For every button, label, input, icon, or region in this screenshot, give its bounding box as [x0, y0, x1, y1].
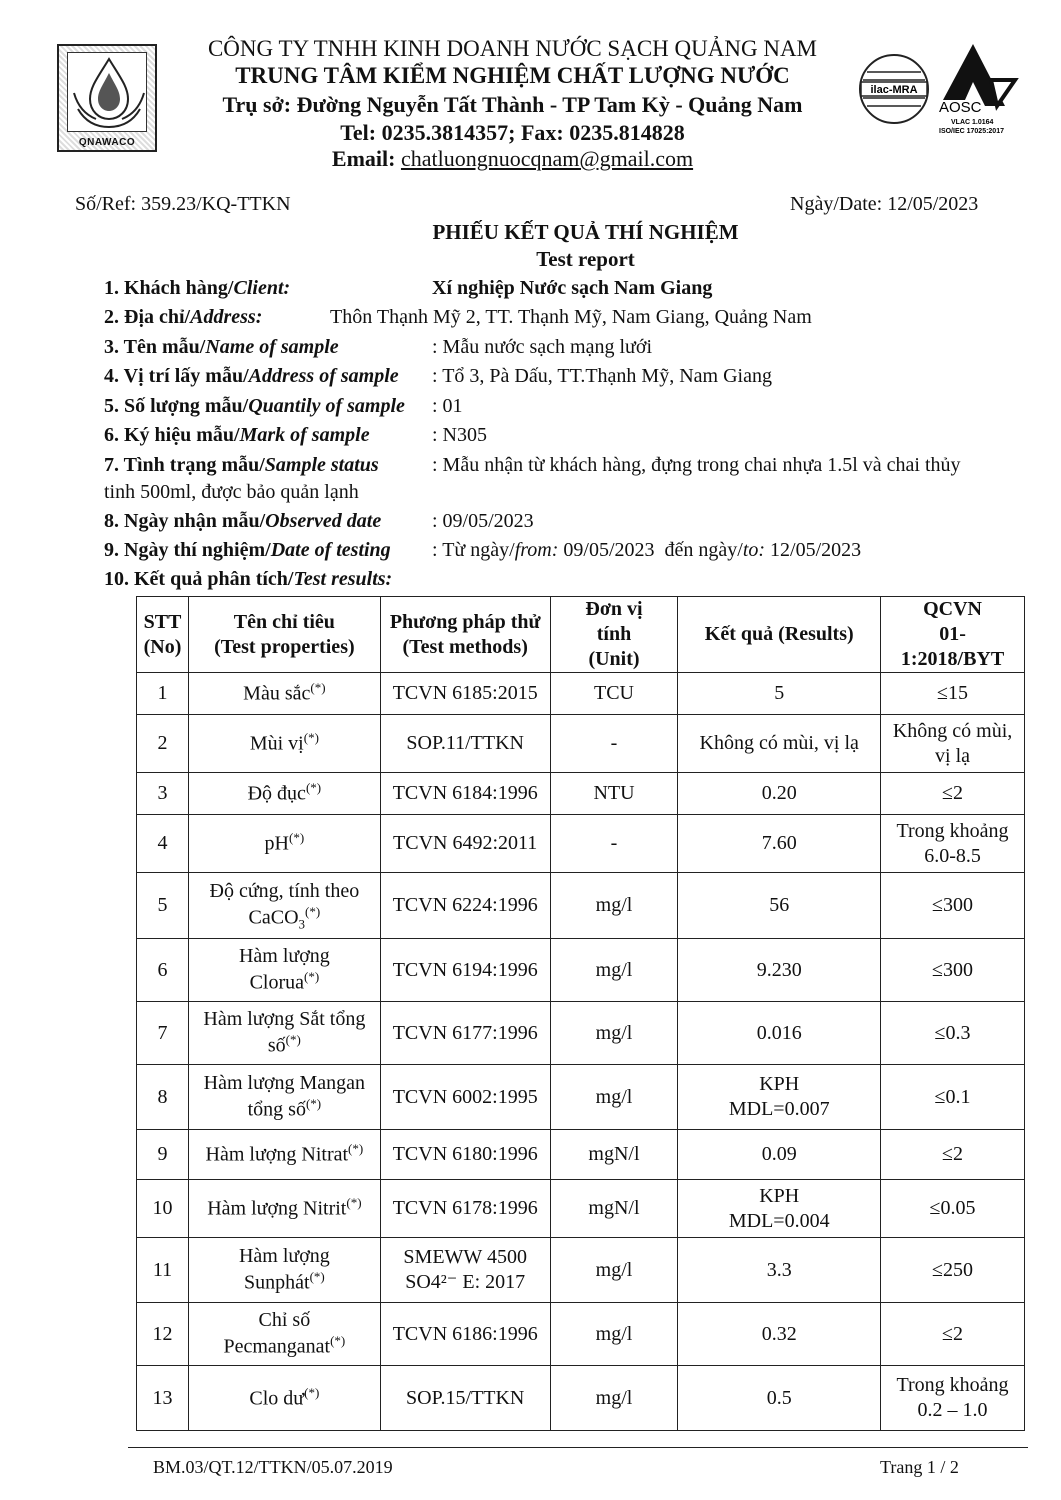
- result-value: 7.60: [761, 832, 797, 854]
- cell-standard: [881, 1180, 1025, 1238]
- report-date: Ngày/Date: 12/05/2023: [790, 193, 979, 215]
- method-name-cont: SO4²⁻ E: 2017: [405, 1271, 526, 1293]
- result-value: 0.5: [766, 1386, 792, 1409]
- cell-standard: [881, 939, 1025, 1002]
- cell-unit: [550, 1065, 678, 1130]
- property-name-cont: số: [267, 1034, 286, 1057]
- standard-value: ≤300: [932, 958, 974, 981]
- cell-standard: [881, 715, 1025, 773]
- table-row: [137, 873, 1025, 939]
- accredited-mark: (*): [304, 1384, 320, 1400]
- ilac-globe-icon: [855, 50, 933, 128]
- accredited-mark: (*): [305, 903, 321, 919]
- client-value: Xí nghiệp Nước sạch Nam Giang: [432, 277, 713, 299]
- cell-property: [188, 1366, 380, 1431]
- testing-date-label: 9. Ngày thí nghiệm/Date of testing: [104, 539, 391, 561]
- cell-no: [137, 1303, 189, 1366]
- property-name: Mùi vị: [249, 732, 304, 755]
- result-value: 0.32: [761, 1322, 797, 1345]
- sample-quantity-label: 5. Số lượng mẫu/Quantily of sample: [104, 395, 405, 417]
- property-name-cont: tổng số: [247, 1098, 306, 1121]
- sample-location-label: 4. Vị trí lấy mẫu/Address of sample: [104, 365, 399, 387]
- unit-value: mg/l: [595, 1322, 633, 1345]
- method-name: SOP.11/TTKN: [406, 732, 524, 754]
- aosc-vlac-text: VLAC 1.0164: [951, 119, 994, 126]
- result-value: 0.016: [756, 1021, 802, 1044]
- cell-property: [188, 1303, 380, 1366]
- sample-name-label: 3. Tên mẫu/Name of sample: [104, 336, 339, 358]
- accredited-mark: (*): [305, 1096, 322, 1112]
- cell-unit: [550, 1180, 678, 1238]
- footer-divider: [128, 1447, 1028, 1448]
- accredited-mark: (*): [348, 1141, 364, 1157]
- unit-value: mgN/l: [588, 1197, 640, 1219]
- contact-email-line: [160, 146, 865, 172]
- cell-unit: [550, 1303, 678, 1366]
- row-number: 11: [152, 1258, 173, 1281]
- header-no: STT (No): [137, 597, 189, 673]
- property-name-cont: CaCO: [248, 906, 299, 929]
- cell-result: [678, 773, 881, 815]
- property-name: pH: [264, 832, 289, 855]
- cell-property: [188, 1238, 380, 1303]
- standard-value: ≤300: [932, 894, 974, 916]
- page-number: Trang 1 / 2: [880, 1457, 959, 1477]
- cell-no: [137, 715, 189, 773]
- row-number: 12: [152, 1322, 173, 1345]
- accredited-mark: (*): [303, 730, 319, 746]
- received-date-value: : 09/05/2023: [432, 510, 534, 532]
- aosc-iso-text: ISO/IEC 17025:2017: [939, 128, 1004, 135]
- cell-method: [380, 773, 550, 815]
- form-code: BM.03/QT.12/TTKN/05.07.2019: [153, 1457, 393, 1477]
- sample-status-value: : Mẫu nhận từ khách hàng, đựng trong chai nhựa 1.5l và chai thủy: [432, 454, 961, 476]
- standard-value: ≤0.1: [934, 1085, 971, 1108]
- cell-method: [380, 715, 550, 773]
- row-number: 13: [152, 1386, 173, 1409]
- logo-left-text: QNAWACO: [78, 137, 136, 148]
- row-number: 9: [157, 1143, 168, 1165]
- accredited-mark: (*): [346, 1195, 362, 1211]
- cell-method: [380, 815, 550, 873]
- property-name: Chỉ số: [258, 1309, 311, 1332]
- sample-mark-value: : N305: [432, 424, 487, 446]
- office-address: Trụ sở: Đường Nguyễn Tất Thành - TP Tam Kỳ - Quảng Nam: [222, 92, 803, 117]
- result-value: KPH: [759, 1184, 800, 1207]
- ilac-text: ilac-MRA: [870, 84, 918, 96]
- cell-result: [678, 873, 881, 939]
- cell-result: [678, 715, 881, 773]
- cell-standard: [881, 773, 1025, 815]
- cell-standard: [881, 1130, 1025, 1180]
- cell-unit: [550, 939, 678, 1002]
- header-method: Phương pháp thử (Test methods): [380, 597, 550, 673]
- email-link[interactable]: chatluongnuocqnam@gmail.com: [400, 146, 694, 171]
- table-row: [137, 673, 1025, 715]
- cell-standard: [881, 673, 1025, 715]
- water-drop-logo-icon: [68, 53, 150, 133]
- cell-method: [380, 1238, 550, 1303]
- client-label: 1. Khách hàng/Client:: [104, 277, 291, 299]
- method-name: TCVN 6224:1996: [392, 894, 538, 916]
- method-name: TCVN 6178:1996: [392, 1197, 538, 1219]
- reference-number: Số/Ref: 359.23/KQ-TTKN: [75, 193, 291, 215]
- cell-unit: [550, 1002, 678, 1065]
- testing-date-value: : Từ ngày/from: 09/05/2023 đến ngày/to: 12/05/2023: [432, 539, 862, 561]
- page-subtitle: Test report: [536, 247, 635, 271]
- result-value-cont: MDL=0.007: [728, 1098, 830, 1120]
- result-value: Không có mùi, vị lạ: [699, 732, 859, 754]
- unit-value: mgN/l: [588, 1143, 640, 1165]
- cell-no: [137, 773, 189, 815]
- sample-status-value-cont: tinh 500ml, được bảo quản lạnh: [104, 481, 359, 503]
- property-name: Độ cứng, tính theo: [209, 879, 360, 902]
- result-value-cont: MDL=0.004: [728, 1209, 830, 1232]
- unit-value: mg/l: [595, 1386, 633, 1409]
- property-name: Hàm lượng Nitrat: [205, 1143, 349, 1166]
- cell-result: [678, 673, 881, 715]
- cell-no: [137, 1065, 189, 1130]
- cell-result: [678, 1065, 881, 1130]
- cell-property: [188, 1002, 380, 1065]
- aosc-triangle-icon: [935, 40, 1025, 135]
- table-row: [137, 1130, 1025, 1180]
- row-number: 2: [157, 732, 168, 754]
- cell-no: [137, 1366, 189, 1431]
- unit-value: mg/l: [595, 1021, 633, 1044]
- property-name: Độ đục: [247, 782, 306, 805]
- table-row: [137, 939, 1025, 1002]
- result-value: 3.3: [766, 1258, 792, 1281]
- cell-method: [380, 1002, 550, 1065]
- cell-method: [380, 1180, 550, 1238]
- header-property: Tên chỉ tiêu (Test properties): [188, 597, 380, 673]
- row-number: 10: [152, 1197, 173, 1219]
- aosc-text: AOSC: [939, 99, 982, 116]
- cell-method: [380, 673, 550, 715]
- sample-name-value: : Mẫu nước sạch mạng lưới: [432, 336, 653, 358]
- cell-property: [188, 939, 380, 1002]
- standard-value: ≤15: [937, 682, 969, 704]
- cell-property: [188, 673, 380, 715]
- contact-phone: Tel: 0235.3814357; Fax: 0235.814828: [340, 120, 685, 145]
- standard-value: ≤2: [942, 782, 964, 804]
- cell-result: [678, 1366, 881, 1431]
- cell-result: [678, 1180, 881, 1238]
- standard-value: Không có mùi,: [892, 719, 1013, 742]
- unit-value: NTU: [593, 782, 635, 804]
- property-name-cont: Pecmanganat: [223, 1335, 331, 1358]
- row-number: 3: [157, 782, 168, 804]
- cell-unit: [550, 873, 678, 939]
- cell-result: [678, 1303, 881, 1366]
- standard-value: ≤2: [942, 1143, 964, 1165]
- table-row: [137, 1065, 1025, 1130]
- ilac-mra-logo: [855, 50, 933, 128]
- cell-unit: [550, 1238, 678, 1303]
- standard-value: Trong khoảng: [896, 819, 1009, 842]
- property-name: Clo dư: [249, 1387, 305, 1410]
- property-name-cont: Sunphát: [244, 1271, 310, 1294]
- standard-value-cont: 6.0-8.5: [924, 844, 981, 867]
- header-result: Kết quả (Results): [678, 597, 881, 673]
- results-table: [136, 596, 1025, 1431]
- cell-unit: [550, 673, 678, 715]
- cell-result: [678, 815, 881, 873]
- cell-result: [678, 1002, 881, 1065]
- header-unit: Đơn vị tính (Unit): [550, 597, 678, 673]
- unit-value: -: [610, 732, 618, 754]
- accredited-mark: (*): [309, 1269, 325, 1285]
- company-logo: [57, 44, 157, 152]
- cell-property: [188, 1180, 380, 1238]
- unit-value: TCU: [593, 682, 634, 704]
- sample-quantity-value: : 01: [432, 395, 463, 417]
- cell-unit: [550, 1366, 678, 1431]
- company-name: CÔNG TY TNHH KINH DOANH NƯỚC SẠCH QUẢNG NAM: [207, 36, 818, 61]
- cell-unit: [550, 773, 678, 815]
- accredited-mark: (*): [289, 830, 305, 846]
- header-standard: QCVN 01- 1:2018/BYT: [881, 597, 1025, 673]
- table-row: [137, 1180, 1025, 1238]
- standard-value: ≤0.05: [929, 1197, 976, 1219]
- accredited-mark: (*): [310, 680, 326, 696]
- center-name: TRUNG TÂM KIỂM NGHIỆM CHẤT LƯỢNG NƯỚC: [235, 63, 790, 88]
- cell-no: [137, 939, 189, 1002]
- cell-no: [137, 873, 189, 939]
- cell-no: [137, 673, 189, 715]
- row-number: 1: [157, 682, 168, 704]
- row-number: 7: [157, 1021, 168, 1044]
- table-row: [137, 773, 1025, 815]
- cell-standard: [881, 815, 1025, 873]
- test-results-label: 10. Kết quả phân tích/Test results:: [104, 568, 393, 590]
- accredited-mark: (*): [285, 1032, 301, 1048]
- property-name: Hàm lượng: [238, 945, 330, 968]
- sample-mark-label: 6. Ký hiệu mẫu/Mark of sample: [104, 424, 370, 446]
- cell-unit: [550, 715, 678, 773]
- cell-no: [137, 815, 189, 873]
- cell-unit: [550, 815, 678, 873]
- property-name: Hàm lượng Mangan: [203, 1072, 366, 1095]
- standard-value: ≤2: [942, 1322, 964, 1345]
- property-name-cont: Clorua: [249, 971, 304, 994]
- result-value: 0.09: [761, 1143, 797, 1165]
- cell-no: [137, 1002, 189, 1065]
- property-name: Hàm lượng: [238, 1245, 330, 1268]
- cell-standard: [881, 1238, 1025, 1303]
- method-name: TCVN 6194:1996: [392, 958, 538, 981]
- method-name: TCVN 6185:2015: [392, 682, 538, 704]
- method-name: SOP.15/TTKN: [406, 1386, 525, 1409]
- received-date-label: 8. Ngày nhận mẫu/Observed date: [104, 510, 382, 532]
- method-name: TCVN 6186:1996: [392, 1322, 538, 1345]
- cell-method: [380, 1130, 550, 1180]
- accredited-mark: (*): [330, 1333, 346, 1349]
- method-name: TCVN 6177:1996: [392, 1021, 538, 1044]
- cell-unit: [550, 1130, 678, 1180]
- cell-property: [188, 1130, 380, 1180]
- sample-location-value: : Tổ 3, Pà Dấu, TT.Thạnh Mỹ, Nam Giang: [432, 365, 772, 387]
- cell-result: [678, 1130, 881, 1180]
- cell-standard: [881, 1002, 1025, 1065]
- standard-value: ≤250: [932, 1258, 974, 1281]
- standard-value: ≤0.3: [934, 1021, 971, 1044]
- standard-value: Trong khoảng: [896, 1374, 1009, 1396]
- cell-result: [678, 939, 881, 1002]
- cell-no: [137, 1238, 189, 1303]
- unit-value: mg/l: [595, 958, 633, 981]
- unit-value: mg/l: [595, 894, 633, 916]
- unit-value: mg/l: [595, 1085, 633, 1108]
- result-value: 56: [769, 894, 790, 916]
- table-row: [137, 1303, 1025, 1366]
- property-name: Hàm lượng Nitrit: [207, 1197, 347, 1220]
- address-value: Thôn Thạnh Mỹ 2, TT. Thạnh Mỹ, Nam Giang, Quảng Nam: [330, 306, 812, 328]
- subscript: 3: [298, 916, 306, 932]
- result-value: 5: [774, 682, 785, 704]
- page-title: PHIẾU KẾT QUẢ THÍ NGHIỆM: [432, 220, 739, 244]
- cell-result: [678, 1238, 881, 1303]
- table-row: [137, 815, 1025, 873]
- cell-method: [380, 939, 550, 1002]
- method-name: SMEWW 4500: [403, 1246, 527, 1268]
- cell-standard: [881, 1366, 1025, 1431]
- cell-method: [380, 873, 550, 939]
- row-number: 8: [157, 1085, 168, 1108]
- cell-property: [188, 1065, 380, 1130]
- method-name: TCVN 6184:1996: [392, 782, 538, 804]
- table-row: [137, 1002, 1025, 1065]
- email-label: Email:: [331, 146, 396, 171]
- cell-no: [137, 1130, 189, 1180]
- cell-method: [380, 1303, 550, 1366]
- cell-standard: [881, 873, 1025, 939]
- cell-standard: [881, 1303, 1025, 1366]
- row-number: 5: [157, 894, 168, 916]
- table-row: [137, 1366, 1025, 1431]
- result-value: 0.20: [761, 782, 797, 804]
- method-name: TCVN 6180:1996: [392, 1143, 538, 1165]
- result-value: 9.230: [756, 958, 802, 981]
- table-row: [137, 1238, 1025, 1303]
- property-name: Hàm lượng Sắt tổng: [203, 1008, 366, 1031]
- cell-property: [188, 815, 380, 873]
- cell-property: [188, 873, 380, 939]
- standard-value-cont: vị lạ: [935, 744, 971, 767]
- address-label: 2. Địa chỉ/Address:: [104, 306, 263, 328]
- table-row: [137, 715, 1025, 773]
- cell-method: [380, 1366, 550, 1431]
- method-name: TCVN 6492:2011: [393, 832, 538, 854]
- aosc-logo: [935, 40, 1025, 135]
- cell-method: [380, 1065, 550, 1130]
- accredited-mark: (*): [305, 780, 322, 796]
- standard-value-cont: 0.2 – 1.0: [917, 1399, 988, 1421]
- cell-property: [188, 715, 380, 773]
- accredited-mark: (*): [304, 969, 320, 985]
- sample-status-label: 7. Tình trạng mẫu/Sample status: [104, 454, 379, 476]
- row-number: 6: [157, 958, 168, 981]
- cell-property: [188, 773, 380, 815]
- table-header-row: [137, 597, 1025, 673]
- row-number: 4: [157, 832, 168, 854]
- unit-value: mg/l: [595, 1258, 633, 1281]
- property-name: Màu sắc: [243, 682, 311, 705]
- result-value: KPH: [759, 1073, 800, 1095]
- unit-value: -: [610, 832, 618, 854]
- cell-standard: [881, 1065, 1025, 1130]
- cell-no: [137, 1180, 189, 1238]
- method-name: TCVN 6002:1995: [392, 1085, 538, 1108]
